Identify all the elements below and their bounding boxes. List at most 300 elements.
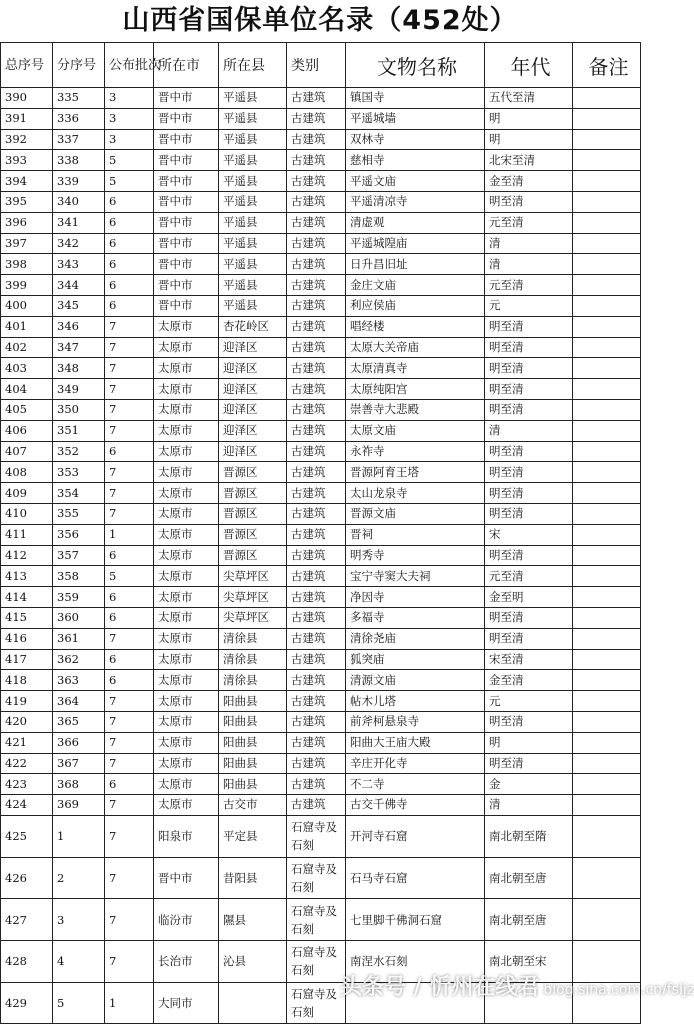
heritage-table <box>0 42 641 1024</box>
cell-notes <box>573 191 641 212</box>
cell-sub-no: 344 <box>53 275 105 296</box>
cell-category: 石窟寺及石刻 <box>287 940 346 982</box>
cell-relic-name: 明秀寺 <box>346 545 485 566</box>
cell-batch: 7 <box>105 940 154 982</box>
cell-sub-no: 341 <box>53 212 105 233</box>
cell-category: 古建筑 <box>287 379 346 400</box>
cell-sub-no: 343 <box>53 254 105 275</box>
cell-city: 晋中市 <box>154 171 219 192</box>
cell-city: 太原市 <box>154 732 219 753</box>
cell-relic-name: 太原清真寺 <box>346 358 485 379</box>
cell-era: 明 <box>485 108 573 129</box>
cell-category: 古建筑 <box>287 483 346 504</box>
cell-total-no: 407 <box>1 441 53 462</box>
cell-era: 明至清 <box>485 503 573 524</box>
cell-total-no: 400 <box>1 295 53 316</box>
cell-county: 阳曲县 <box>219 711 287 732</box>
cell-notes <box>573 399 641 420</box>
cell-batch: 7 <box>105 711 154 732</box>
cell-notes <box>573 483 641 504</box>
cell-category: 古建筑 <box>287 254 346 275</box>
cell-notes <box>573 753 641 774</box>
cell-category: 古建筑 <box>287 462 346 483</box>
cell-era: 明至清 <box>485 545 573 566</box>
cell-era: 北宋至清 <box>485 150 573 171</box>
cell-notes <box>573 233 641 254</box>
cell-batch: 7 <box>105 399 154 420</box>
cell-city: 晋中市 <box>154 275 219 296</box>
cell-notes <box>573 857 641 899</box>
cell-batch: 5 <box>105 566 154 587</box>
cell-city: 晋中市 <box>154 295 219 316</box>
cell-era: 金至清 <box>485 670 573 691</box>
cell-sub-no: 369 <box>53 795 105 816</box>
cell-batch: 6 <box>105 212 154 233</box>
cell-era: 金至明 <box>485 587 573 608</box>
cell-total-no: 399 <box>1 275 53 296</box>
cell-category: 古建筑 <box>287 233 346 254</box>
cell-era: 清 <box>485 795 573 816</box>
cell-era: 南北朝至唐 <box>485 899 573 941</box>
cell-total-no: 396 <box>1 212 53 233</box>
cell-county: 迎泽区 <box>219 358 287 379</box>
cell-county: 晋源区 <box>219 503 287 524</box>
cell-relic-name: 崇善寺大悲殿 <box>346 399 485 420</box>
cell-notes <box>573 108 641 129</box>
cell-total-no: 411 <box>1 524 53 545</box>
cell-category: 古建筑 <box>287 711 346 732</box>
cell-sub-no: 352 <box>53 441 105 462</box>
cell-city: 太原市 <box>154 628 219 649</box>
cell-relic-name: 石马寺石窟 <box>346 857 485 899</box>
cell-era: 宋 <box>485 524 573 545</box>
cell-city: 晋中市 <box>154 254 219 275</box>
cell-county: 清徐县 <box>219 628 287 649</box>
cell-county: 晋源区 <box>219 483 287 504</box>
cell-era: 金至清 <box>485 171 573 192</box>
cell-sub-no: 4 <box>53 940 105 982</box>
cell-category: 古建筑 <box>287 503 346 524</box>
cell-relic-name: 晋源文庙 <box>346 503 485 524</box>
cell-county: 平遥县 <box>219 275 287 296</box>
cell-relic-name: 清徐尧庙 <box>346 628 485 649</box>
cell-batch: 3 <box>105 88 154 109</box>
cell-sub-no: 359 <box>53 587 105 608</box>
cell-total-no: 421 <box>1 732 53 753</box>
cell-county: 平遥县 <box>219 150 287 171</box>
table-row <box>1 857 641 899</box>
cell-county: 平定县 <box>219 815 287 857</box>
cell-total-no: 398 <box>1 254 53 275</box>
table-row <box>1 233 641 254</box>
cell-total-no: 413 <box>1 566 53 587</box>
cell-sub-no: 355 <box>53 503 105 524</box>
cell-category: 古建筑 <box>287 566 346 587</box>
cell-relic-name: 宝宁寺窦大夫祠 <box>346 566 485 587</box>
cell-category: 古建筑 <box>287 607 346 628</box>
cell-sub-no: 361 <box>53 628 105 649</box>
cell-total-no: 412 <box>1 545 53 566</box>
cell-city: 太原市 <box>154 711 219 732</box>
cell-category: 古建筑 <box>287 337 346 358</box>
cell-total-no: 428 <box>1 940 53 982</box>
header-sub-no: 分序号 <box>53 43 105 88</box>
cell-city: 阳泉市 <box>154 815 219 857</box>
cell-batch: 7 <box>105 316 154 337</box>
cell-relic-name: 日升昌旧址 <box>346 254 485 275</box>
cell-city: 太原市 <box>154 795 219 816</box>
cell-category: 古建筑 <box>287 545 346 566</box>
cell-category: 古建筑 <box>287 108 346 129</box>
cell-era: 元至清 <box>485 566 573 587</box>
cell-total-no: 410 <box>1 503 53 524</box>
cell-county <box>219 982 287 1024</box>
cell-batch: 7 <box>105 815 154 857</box>
cell-relic-name: 清源文庙 <box>346 670 485 691</box>
cell-notes <box>573 566 641 587</box>
cell-total-no: 403 <box>1 358 53 379</box>
cell-city: 太原市 <box>154 607 219 628</box>
cell-city: 太原市 <box>154 649 219 670</box>
cell-total-no: 394 <box>1 171 53 192</box>
header-relic-name: 文物名称 <box>346 43 485 88</box>
cell-batch: 7 <box>105 857 154 899</box>
cell-sub-no: 345 <box>53 295 105 316</box>
cell-era: 元至清 <box>485 212 573 233</box>
cell-era: 清 <box>485 420 573 441</box>
header-batch: 公布批次 <box>105 43 154 88</box>
cell-city: 太原市 <box>154 566 219 587</box>
table-row <box>1 191 641 212</box>
cell-notes <box>573 358 641 379</box>
cell-era: 明至清 <box>485 358 573 379</box>
cell-relic-name: 金庄文庙 <box>346 275 485 296</box>
cell-era: 宋至清 <box>485 649 573 670</box>
table-row <box>1 358 641 379</box>
cell-notes <box>573 212 641 233</box>
cell-era: 南北朝至宋 <box>485 940 573 982</box>
table-row <box>1 295 641 316</box>
cell-relic-name: 太山龙泉寺 <box>346 483 485 504</box>
cell-notes <box>573 275 641 296</box>
cell-batch: 6 <box>105 670 154 691</box>
cell-notes <box>573 441 641 462</box>
cell-city: 大同市 <box>154 982 219 1024</box>
cell-sub-no: 339 <box>53 171 105 192</box>
header-era: 年代 <box>485 43 573 88</box>
cell-category: 石窟寺及石刻 <box>287 815 346 857</box>
cell-relic-name: 多福寺 <box>346 607 485 628</box>
cell-batch: 6 <box>105 607 154 628</box>
cell-sub-no: 366 <box>53 732 105 753</box>
cell-relic-name: 南涅水石刻 <box>346 940 485 982</box>
cell-era: 明至清 <box>485 399 573 420</box>
cell-notes <box>573 649 641 670</box>
cell-county: 平遥县 <box>219 108 287 129</box>
table-row <box>1 899 641 941</box>
cell-county: 晋源区 <box>219 545 287 566</box>
cell-notes <box>573 379 641 400</box>
table-row <box>1 483 641 504</box>
cell-category: 古建筑 <box>287 399 346 420</box>
cell-notes <box>573 899 641 941</box>
cell-county: 尖草坪区 <box>219 566 287 587</box>
table-row <box>1 150 641 171</box>
cell-city: 太原市 <box>154 670 219 691</box>
cell-notes <box>573 129 641 150</box>
cell-batch: 7 <box>105 628 154 649</box>
cell-category: 古建筑 <box>287 753 346 774</box>
cell-notes <box>573 670 641 691</box>
cell-sub-no: 338 <box>53 150 105 171</box>
cell-city: 太原市 <box>154 753 219 774</box>
cell-notes <box>573 337 641 358</box>
cell-notes <box>573 711 641 732</box>
table-row <box>1 815 641 857</box>
cell-sub-no: 2 <box>53 857 105 899</box>
cell-batch: 6 <box>105 254 154 275</box>
table-row <box>1 628 641 649</box>
cell-era: 清 <box>485 254 573 275</box>
table-row <box>1 462 641 483</box>
cell-sub-no: 367 <box>53 753 105 774</box>
cell-city: 太原市 <box>154 337 219 358</box>
cell-era: 南北朝至唐 <box>485 857 573 899</box>
cell-category: 古建筑 <box>287 191 346 212</box>
cell-relic-name: 帖木儿塔 <box>346 691 485 712</box>
cell-relic-name: 平遥城墙 <box>346 108 485 129</box>
cell-sub-no: 357 <box>53 545 105 566</box>
cell-notes <box>573 171 641 192</box>
cell-total-no: 415 <box>1 607 53 628</box>
cell-era: 明至清 <box>485 607 573 628</box>
cell-category: 古建筑 <box>287 358 346 379</box>
cell-sub-no: 346 <box>53 316 105 337</box>
cell-county: 清徐县 <box>219 670 287 691</box>
cell-sub-no: 365 <box>53 711 105 732</box>
cell-relic-name: 晋源阿育王塔 <box>346 462 485 483</box>
header-category: 类别 <box>287 43 346 88</box>
cell-notes <box>573 88 641 109</box>
cell-batch: 6 <box>105 233 154 254</box>
cell-sub-no: 360 <box>53 607 105 628</box>
cell-county: 昔阳县 <box>219 857 287 899</box>
cell-total-no: 397 <box>1 233 53 254</box>
table-row <box>1 670 641 691</box>
cell-city: 晋中市 <box>154 233 219 254</box>
table-row <box>1 545 641 566</box>
cell-relic-name: 不二寺 <box>346 774 485 795</box>
cell-category: 古建筑 <box>287 732 346 753</box>
page-title: 山西省国保单位名录（452处） <box>122 5 518 36</box>
cell-county: 晋源区 <box>219 462 287 483</box>
table-row <box>1 254 641 275</box>
table-row <box>1 171 641 192</box>
cell-city: 晋中市 <box>154 191 219 212</box>
cell-category: 古建筑 <box>287 670 346 691</box>
cell-notes <box>573 150 641 171</box>
cell-category: 古建筑 <box>287 441 346 462</box>
cell-sub-no: 356 <box>53 524 105 545</box>
cell-batch: 6 <box>105 441 154 462</box>
cell-county: 阳曲县 <box>219 691 287 712</box>
cell-category: 古建筑 <box>287 129 346 150</box>
cell-notes <box>573 254 641 275</box>
table-row <box>1 587 641 608</box>
cell-total-no: 418 <box>1 670 53 691</box>
cell-category: 古建筑 <box>287 524 346 545</box>
cell-relic-name: 永祚寺 <box>346 441 485 462</box>
header-notes: 备注 <box>573 43 641 88</box>
cell-total-no: 414 <box>1 587 53 608</box>
cell-batch: 7 <box>105 503 154 524</box>
cell-city: 太原市 <box>154 524 219 545</box>
cell-total-no: 419 <box>1 691 53 712</box>
table-row <box>1 524 641 545</box>
cell-relic-name: 狐突庙 <box>346 649 485 670</box>
cell-sub-no: 337 <box>53 129 105 150</box>
cell-notes <box>573 587 641 608</box>
cell-era: 明至清 <box>485 337 573 358</box>
cell-city: 晋中市 <box>154 212 219 233</box>
cell-county: 迎泽区 <box>219 379 287 400</box>
cell-total-no: 429 <box>1 982 53 1024</box>
cell-batch: 5 <box>105 150 154 171</box>
cell-batch: 6 <box>105 774 154 795</box>
cell-sub-no: 335 <box>53 88 105 109</box>
cell-county: 平遥县 <box>219 233 287 254</box>
table-row <box>1 316 641 337</box>
cell-sub-no: 342 <box>53 233 105 254</box>
cell-sub-no: 364 <box>53 691 105 712</box>
cell-sub-no: 358 <box>53 566 105 587</box>
cell-city: 太原市 <box>154 379 219 400</box>
table-row <box>1 275 641 296</box>
cell-notes <box>573 420 641 441</box>
cell-relic-name: 清虚观 <box>346 212 485 233</box>
cell-city: 太原市 <box>154 503 219 524</box>
table-row <box>1 108 641 129</box>
cell-sub-no: 353 <box>53 462 105 483</box>
cell-county: 阳曲县 <box>219 774 287 795</box>
cell-city: 太原市 <box>154 316 219 337</box>
cell-total-no: 393 <box>1 150 53 171</box>
cell-era: 五代至清 <box>485 88 573 109</box>
cell-category: 古建筑 <box>287 420 346 441</box>
cell-county: 迎泽区 <box>219 337 287 358</box>
cell-category: 古建筑 <box>287 275 346 296</box>
cell-total-no: 420 <box>1 711 53 732</box>
cell-city: 太原市 <box>154 420 219 441</box>
cell-category: 古建筑 <box>287 171 346 192</box>
table-body <box>1 88 641 1024</box>
cell-era: 清 <box>485 233 573 254</box>
cell-county: 尖草坪区 <box>219 587 287 608</box>
cell-city: 太原市 <box>154 483 219 504</box>
cell-sub-no: 349 <box>53 379 105 400</box>
cell-county: 迎泽区 <box>219 420 287 441</box>
cell-city: 太原市 <box>154 587 219 608</box>
cell-sub-no: 3 <box>53 899 105 941</box>
table-row <box>1 337 641 358</box>
cell-total-no: 401 <box>1 316 53 337</box>
cell-batch: 6 <box>105 649 154 670</box>
watermark <box>340 970 694 1004</box>
cell-relic-name: 平遥文庙 <box>346 171 485 192</box>
cell-city: 太原市 <box>154 691 219 712</box>
cell-notes <box>573 774 641 795</box>
cell-sub-no: 347 <box>53 337 105 358</box>
cell-city: 太原市 <box>154 545 219 566</box>
cell-county: 平遥县 <box>219 254 287 275</box>
cell-sub-no: 362 <box>53 649 105 670</box>
cell-batch: 7 <box>105 691 154 712</box>
cell-city: 太原市 <box>154 441 219 462</box>
cell-batch: 6 <box>105 275 154 296</box>
cell-city: 临汾市 <box>154 899 219 941</box>
cell-relic-name: 双林寺 <box>346 129 485 150</box>
table-row <box>1 795 641 816</box>
cell-era: 明 <box>485 129 573 150</box>
cell-city: 晋中市 <box>154 129 219 150</box>
cell-notes <box>573 524 641 545</box>
cell-total-no: 425 <box>1 815 53 857</box>
cell-county: 迎泽区 <box>219 399 287 420</box>
cell-city: 晋中市 <box>154 88 219 109</box>
table-row <box>1 607 641 628</box>
cell-era: 金 <box>485 774 573 795</box>
cell-era: 明至清 <box>485 711 573 732</box>
cell-city: 晋中市 <box>154 150 219 171</box>
cell-county: 平遥县 <box>219 171 287 192</box>
cell-city: 太原市 <box>154 358 219 379</box>
cell-city: 太原市 <box>154 774 219 795</box>
cell-era: 明至清 <box>485 316 573 337</box>
cell-batch: 7 <box>105 795 154 816</box>
table-row <box>1 566 641 587</box>
cell-notes <box>573 628 641 649</box>
cell-total-no: 427 <box>1 899 53 941</box>
cell-county: 杏花岭区 <box>219 316 287 337</box>
cell-relic-name: 净因寺 <box>346 587 485 608</box>
table-row <box>1 379 641 400</box>
cell-batch: 7 <box>105 732 154 753</box>
cell-county: 迎泽区 <box>219 441 287 462</box>
cell-relic-name: 平遥清凉寺 <box>346 191 485 212</box>
cell-category: 石窟寺及石刻 <box>287 857 346 899</box>
cell-relic-name: 唱经楼 <box>346 316 485 337</box>
table-row <box>1 753 641 774</box>
cell-category: 古建筑 <box>287 150 346 171</box>
cell-notes <box>573 462 641 483</box>
cell-total-no: 391 <box>1 108 53 129</box>
cell-county: 平遥县 <box>219 129 287 150</box>
cell-batch: 1 <box>105 982 154 1024</box>
table-row <box>1 441 641 462</box>
cell-relic-name: 利应侯庙 <box>346 295 485 316</box>
cell-total-no: 409 <box>1 483 53 504</box>
cell-relic-name: 太原纯阳宫 <box>346 379 485 400</box>
cell-notes <box>573 316 641 337</box>
cell-era: 元至清 <box>485 275 573 296</box>
table-row <box>1 212 641 233</box>
table-row <box>1 88 641 109</box>
cell-relic-name: 平遥城隍庙 <box>346 233 485 254</box>
cell-sub-no: 354 <box>53 483 105 504</box>
table-row <box>1 732 641 753</box>
cell-era: 明至清 <box>485 441 573 462</box>
cell-total-no: 416 <box>1 628 53 649</box>
